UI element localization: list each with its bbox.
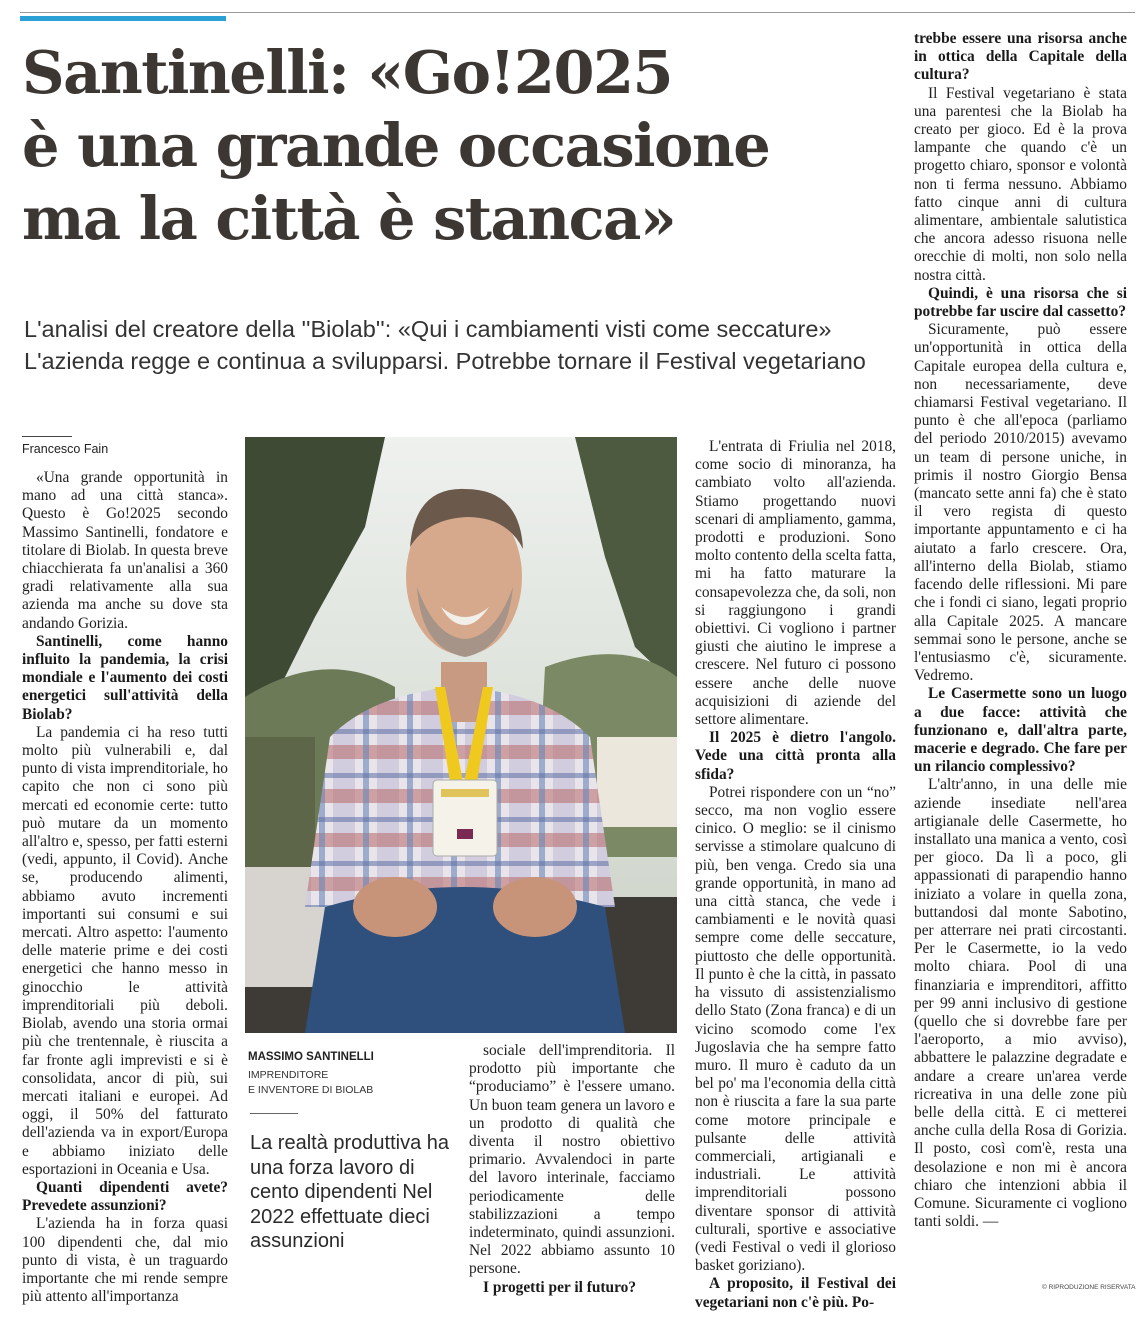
interview-paragraph: L'azienda ha in forza quasi 100 dipendenti che, dal mio punto di vista, è un traguardo importante che mi rende sempre più attento all'importanza <box>22 1215 228 1306</box>
interview-paragraph: L'altr'anno, in una delle mie aziende insediate nell'area artigianale delle Casermette, ho installato una manica a vento, così per gioco. Da lì a poco, gli appassionati di parapendio hanno iniziato a volare in quella zona, buttandosi dal monte Sabotino, per atterrare nei prati circostanti. Per le Casermette, io la vedo molto chiara. Pool di una finanziaria e imprenditori, affitto per 99 anni inclusivo di gestione (quello che si dovrebbe fare per l'aeroporto, a mio avviso), abbattere le palazzine degradate e andare a creare un'area verde ricreativa in una delle zone più belle della città. E ci metterei anche culla della Rosa di Gorizia. Il posto, così com'è, resta una desolazione e non mi è ancora chiaro che intenzioni abbia il Comune. Sicuramente ci vogliono tanti soldi. — <box>914 776 1127 1231</box>
subheadline <box>24 313 904 377</box>
interview-paragraph: L'entrata di Friulia nel 2018, come socio di minoranza, ha cambiato volto all'azienda. Stiamo progettando nuovi scenari di ampliamento, gamma, prodotti e produzioni. Sono molto contento della scelta fatta, mi ha fatto maturare la consapevolezza che, da soli, non si raggiungono i grandi obiettivi. Ci vogliono i partner giusti che aiutino le imprese a crescere. Nel futuro ci possono essere anche delle nuove acquisizioni di aziende del settore alimentare. <box>695 438 896 729</box>
copyright-notice: © RIPRODUZIONE RISERVATA <box>1042 1284 1136 1291</box>
interview-question: trebbe essere una risorsa anche in ottica della Capitale della cultura? <box>914 30 1127 84</box>
interview-question: Quindi, è una risorsa che si potrebbe far uscire dal cassetto? <box>914 284 1127 321</box>
portrait-photo-illustration <box>245 437 677 1033</box>
article-column-5 <box>914 30 1127 1231</box>
interview-question: Quanti dipendenti avete? Prevedete assunzioni? <box>22 1178 228 1215</box>
interview-paragraph: Sicuramente, può essere un'opportunità in ottica della Capitale europea della cultura e, non necessariamente, deve chiamarsi Festival vegetariano. Il punto è che all'epoca (parliamo del periodo 2010/2015) avevamo un team di persone uniche, in primis il nostro Giorgio Bensa (mancato sette anni fa) che è stato il vero regista di questo importante appuntamento e ci ha aiutato a farlo crescere. Ora, all'interno della Biolab, stiamo facendo delle riflessioni. Mi pare che i fondi ci siano, legati proprio alla Capitale 2025. A mancare semmai sono le persone, anche se l'entusiasmo c'è, sicuramente. Vedremo. <box>914 321 1127 685</box>
byline-rule <box>22 436 72 437</box>
article-column-4 <box>695 438 896 1312</box>
headline-line-3: ma la città è stanca» <box>22 184 676 253</box>
photo-caption-role-line-2: E INVENTORE DI BIOLAB <box>248 1084 374 1096</box>
byline: Francesco Fain <box>22 442 109 456</box>
interview-question: Le Casermette sono un luogo a due facce: attività che funzionano e, dall'altra parte, macerie e degrado. Che fare per un rilancio complessivo? <box>914 685 1127 776</box>
headline-line-2: è una grande occasione <box>22 111 770 180</box>
headline <box>22 36 902 255</box>
subheadline-line-1: L'analisi del creatore della ''Biolab'': «Qui i cambiamenti visti come seccature» <box>24 316 832 342</box>
photo-caption-role-line-1: IMPRENDITORE <box>248 1069 329 1081</box>
interview-question: I progetti per il futuro? <box>483 1278 637 1296</box>
headline-line-1: Santinelli: «Go!2025 <box>22 38 673 107</box>
interview-paragraph: Potrei rispondere con un “no” secco, ma non voglio essere cinico. O meglio: se il cinismo servisse a stimolare qualcuno di più, ben venga. Credo sia una grande opportunità, in mano ad una città stanca, che vede i cambiamenti e le novità quasi sempre come delle seccature, piuttosto che delle opportunità. Il punto è che la città, in passato ha vissuto di assistenzialismo dello Stato (Zona franca) e di un vicino scomodo come l'ex Jugoslavia che ha sempre fatto muro. Il muro è caduto da un bel po' ma l'economia della città non è riuscita a fare la sua parte come motore principale e pulsante delle attività commerciali, artigianali e industriali. Le attività imprenditoriali possono diventare sponsor di attività culturali, sportive e associative (vedi Festival o vedi il glorioso basket goriziano). <box>695 783 896 1275</box>
caption-rule <box>250 1113 298 1114</box>
interview-paragraph: Il Festival vegetariano è stata una parentesi che la Biolab ha creato per gioco. Ed è la prova lampante che quando c'è un progetto chiaro, sponsor e volontà non ti ferma nessuno. Abbiamo fatto cinque anni di cultura alimentare, ambientale salutistica che ancora adesso risuona nelle orecchie di molti, non solo nella nostra città. <box>914 84 1127 284</box>
interview-paragraph: «Una grande opportunità in mano ad una città stanca». Questo è Go!2025 secondo Massimo Santinelli, fondatore e titolare di Biolab. In questa breve chiacchierata fa un'analisi a 360 gradi relativamente alla sua azienda ma anche su dove sta andando Gorizia. <box>22 469 229 632</box>
interview-paragraph: sociale dell'imprenditoria. Il prodotto più importante che “produciamo” è l'essere umano. Un buon team genera un lavoro e un prodotto di qualità che diventa il nostro obiettivo primario. Avvalendoci in parte del lavoro interinale, facciamo periodicamente delle stabilizzazioni a tempo indeterminato, quindi assunzioni. Nel 2022 abbiamo assunto 10 persone. <box>469 1042 675 1278</box>
portrait-photo <box>245 437 677 1033</box>
photo-caption-name: MASSIMO SANTINELLI <box>248 1051 374 1063</box>
interview-paragraph: La pandemia ci ha reso tutti molto più vulnerabili e, dal punto di vista imprenditoriale, ho capito che non ci sono più mercati ed economie certe: tutto può mutare da un momento all'altro e, spesso, per fatti esterni (vedi, appunto, il Covid). Anche se, producendo alimenti, abbiamo avuto incrementi importanti sui consumi e sui mercati. Altro aspetto: l'aumento delle materie prime e dei costi energetici che hanno messo in ginocchio le attività imprenditoriali più deboli. Biolab, avendo una storia ormai più che trentennale, è riuscita a far fronte agli imprevisti e si è consolidata, ancor di più, sui mercati italiani e europei. Ad oggi, il 50% del fatturato dell'azienda va in export/Europa e abbiamo iniziato delle esportazioni in Oceania e Usa. <box>22 723 228 1178</box>
photo-caption-role <box>248 1068 373 1098</box>
article-column-3 <box>469 1042 675 1297</box>
interview-question: A proposito, il Festival dei vegetariani non c'è più. Po- <box>695 1275 896 1311</box>
interview-question: Santinelli, come hanno influito la pandemia, la crisi mondiale e l'aumento dei costi energetici sull'attività della Biolab? <box>22 632 228 723</box>
subheadline-line-2: L'azienda regge e continua a svilupparsi. Potrebbe tornare il Festival vegetariano <box>24 348 866 374</box>
section-accent-bar <box>20 16 226 21</box>
top-rule <box>20 12 1135 13</box>
article-column-1 <box>22 469 228 1306</box>
interview-question: Il 2025 è dietro l'angolo. Vede una città pronta alla sfida? <box>695 729 896 783</box>
pull-quote: La realtà produttiva ha una forza lavoro di cento dipendenti Nel 2022 effettuate dieci assunzioni <box>250 1132 450 1252</box>
